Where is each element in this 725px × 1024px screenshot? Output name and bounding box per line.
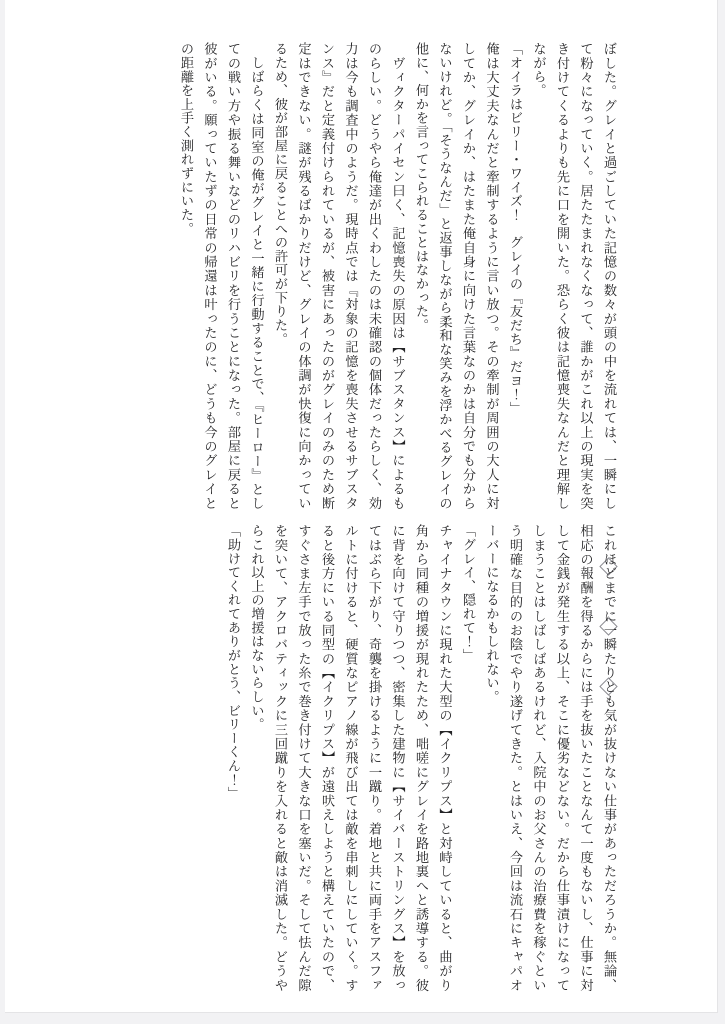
paragraph: ヴィクターパイセン曰く、記憶喪失の原因は【サブスタンス】によるものらしい。どうやら俺達が出くわしたのは未確認の個体だったらしく、効力は今も調査中のようだ。現時点では『対象の記憶を喪失させるサブスタンス』だと定義付けられているが、被害にあったのがグレイのみのため断定はできない。謎が残るばかりだけど、グレイの体調が快復に向かっているため、彼が部屋に戻ることへの許可が下りた。 — [273, 42, 406, 510]
paragraph-dialogue: 「オイラはビリー・ワイズ！ グレイの『友だち』だヨ！」 — [508, 42, 523, 416]
paragraph: 俺は大丈夫なんだと牽制するように言い放つ。その牽制が周囲の大人に対してか、グレイか、はたまた俺自身に向けた言葉なのかは自分でも分からないけれど。「そうなんだ」と返事しながら柔和な笑みを浮かべるグレイの他に、何かを言ってこられることはなかった。 — [414, 42, 500, 510]
text-block-bottom — [61, 524, 621, 992]
paragraph: これほどまでに一瞬たりとも気が抜けない仕事があっただろうか。無論、相応の報酬を得るからには手を抜いたことなんて一度もないし、仕事に対して金銭が発生する以上、そこに優劣などない。だから仕事漬けになってしまうことはしばしばあるけれど、入院中のお父さんの治療費を稼ぐという明確な目的のお陰でやり遂げてきた。とはいえ、今回は流石にキャパオーバーになるかもしれない。 — [484, 524, 617, 992]
text-block-top — [61, 42, 621, 510]
paragraph: しばらくは同室の俺がグレイと一緒に行動することで、『ヒーロー』としての戦い方や振る舞いなどのリハビリを行うことになった。部屋に戻ると彼がいる。願っていたずの日常の帰還は叶ったのに、どうも今のグレイとの距離を上手く測れずにいた。 — [179, 42, 265, 510]
paragraph-dialogue: 「助けてくれてありがとう、ビリーくん！」 — [226, 524, 241, 801]
paragraph: ぼした。グレイと過ごしていた記憶の数々が頭の中を流れては、一瞬にして粉々になっていく。居たたまれなくなって、誰かがこれ以上の現実を突き付けてくるよりも先に口を開いた。恐らく彼は記憶喪失なんだと理解しながら。 — [531, 42, 617, 510]
paragraph-dialogue: 「グレイ、隠れて！」 — [461, 524, 476, 663]
paragraph: チャイナタウンに現れた大型の【イクリプス】と対峙していると、曲がり角から同種の増援が現れたため、咄嗟にグレイを路地裏へと誘導する。彼に背を向けて守りつつ、密集した建物に【サイバーストリングス】を放ってはぶら下がり、奇襲を掛けるように一蹴り。着地と共に両手をアスファルトに付けると、硬質なピアノ線が飛び出ては敵を串刺しにしていく。すると後方にいる同型の【イクリプス】が遠吠えしようと構えていたので、すぐさま左手で放った糸で巻き付けて大きな口を塞いだ。そして怯んだ隙を突いて、アクロバティックに三回蹴りを入れると敵は消滅した。どうやらこれ以上の増援はないらしい。 — [249, 524, 453, 992]
page-sheet — [5, 0, 718, 1013]
